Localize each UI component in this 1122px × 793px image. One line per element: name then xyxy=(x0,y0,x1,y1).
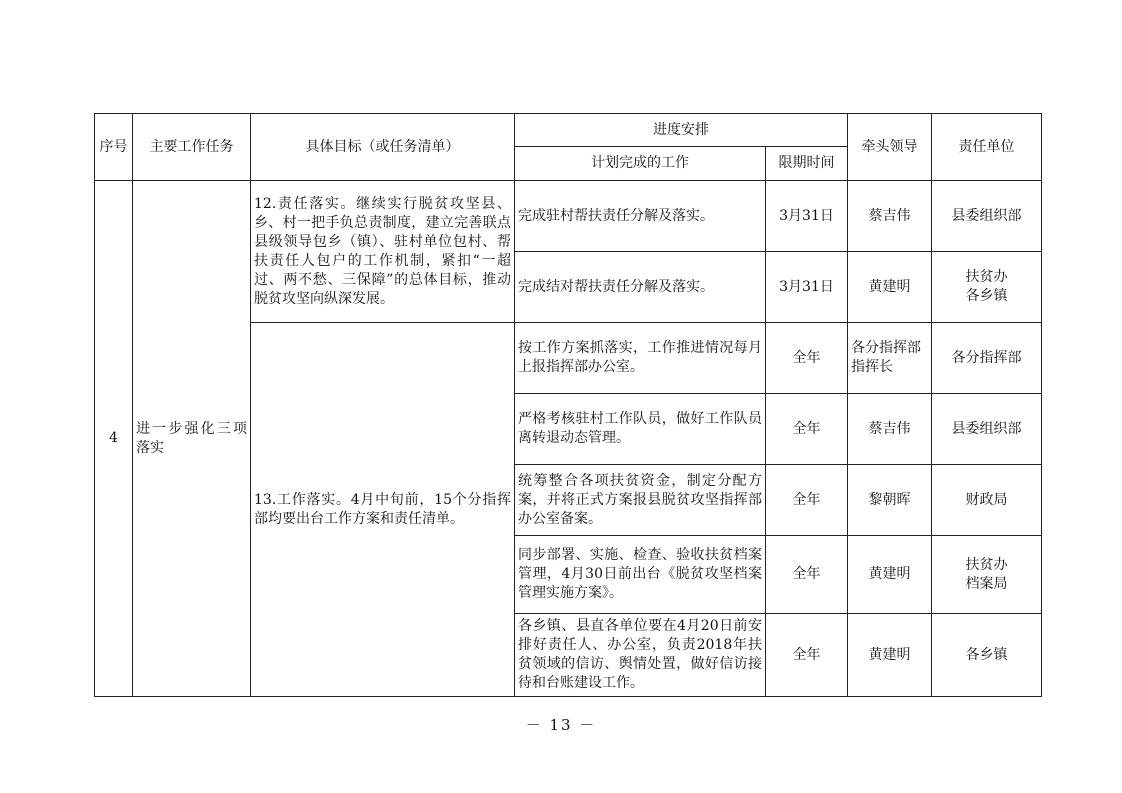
header-progress: 进度安排 xyxy=(515,114,848,147)
group-main-task: 进一步强化三项落实 xyxy=(133,181,251,697)
work-plan-table xyxy=(94,113,1042,697)
header-deadline: 限期时间 xyxy=(766,147,848,181)
row-deadline: 全年 xyxy=(766,614,848,697)
group-seq: 4 xyxy=(95,181,133,697)
row-lead: 蔡吉伟 xyxy=(848,394,932,465)
header-main-task: 主要工作任务 xyxy=(133,114,251,181)
row-work: 同步部署、实施、检查、验收扶贫档案管理，4月30日前出台《脱贫攻坚档案管理实施方案》。 xyxy=(515,536,766,614)
row-unit: 扶贫办 档案局 xyxy=(932,536,1042,614)
row-work: 各乡镇、县直各单位要在4月20日前安排好责任人、办公室，负责2018年扶贫领域的信访、舆情处置，做好信访接待和台账建设工作。 xyxy=(515,614,766,697)
row-lead: 各分指挥部指挥长 xyxy=(848,323,932,394)
target-12: 12.责任落实。继续实行脱贫攻坚县、乡、村一把手负总责制度，建立完善联点县级领导包乡（镇）、驻村单位包村、帮扶责任人包户的工作机制，紧扣“一超过、两不愁、三保障”的总体目标，推动脱贫攻坚向纵深发展。 xyxy=(251,181,515,323)
row-work: 按工作方案抓落实，工作推进情况每月上报指挥部办公室。 xyxy=(515,323,766,394)
row-lead: 蔡吉伟 xyxy=(848,181,932,252)
table-row xyxy=(95,181,1042,252)
row-unit: 扶贫办 各乡镇 xyxy=(932,252,1042,323)
row-deadline: 全年 xyxy=(766,465,848,536)
row-lead: 黄建明 xyxy=(848,614,932,697)
row-lead: 黄建明 xyxy=(848,252,932,323)
header-row-1 xyxy=(95,114,1042,147)
row-lead: 黄建明 xyxy=(848,536,932,614)
header-target: 具体目标（或任务清单） xyxy=(251,114,515,181)
row-work: 完成驻村帮扶责任分解及落实。 xyxy=(515,181,766,252)
header-lead: 牵头领导 xyxy=(848,114,932,181)
row-work: 统筹整合各项扶贫资金，制定分配方案，并将正式方案报县脱贫攻坚指挥部办公室备案。 xyxy=(515,465,766,536)
row-deadline: 3月31日 xyxy=(766,181,848,252)
header-planned-work: 计划完成的工作 xyxy=(515,147,766,181)
row-unit: 财政局 xyxy=(932,465,1042,536)
row-work: 严格考核驻村工作队员，做好工作队员离转退动态管理。 xyxy=(515,394,766,465)
row-unit: 县委组织部 xyxy=(932,181,1042,252)
row-lead: 黎朝晖 xyxy=(848,465,932,536)
row-unit: 各分指挥部 xyxy=(932,323,1042,394)
header-unit: 责任单位 xyxy=(932,114,1042,181)
row-work: 完成结对帮扶责任分解及落实。 xyxy=(515,252,766,323)
row-deadline: 全年 xyxy=(766,536,848,614)
target-13: 13.工作落实。4月中旬前，15个分指挥部均要出台工作方案和责任清单。 xyxy=(251,323,515,697)
header-seq: 序号 xyxy=(95,114,133,181)
page-number: － 13 － xyxy=(525,716,597,734)
row-deadline: 3月31日 xyxy=(766,252,848,323)
row-unit: 县委组织部 xyxy=(932,394,1042,465)
row-deadline: 全年 xyxy=(766,394,848,465)
row-deadline: 全年 xyxy=(766,323,848,394)
row-unit: 各乡镇 xyxy=(932,614,1042,697)
